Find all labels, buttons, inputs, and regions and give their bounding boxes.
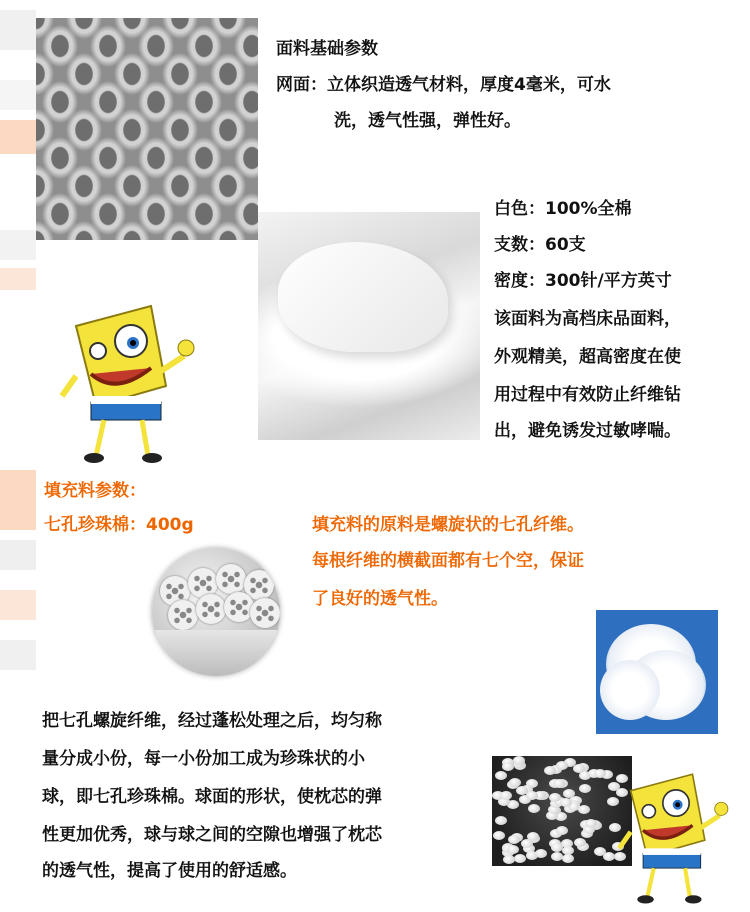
pearl-ball xyxy=(553,779,565,788)
pearl-ball xyxy=(503,855,515,864)
pearl-cotton-balls-photo xyxy=(492,756,632,866)
pearl-ball xyxy=(573,764,585,773)
filling-material: 七孔珍珠棉：400g xyxy=(44,515,194,535)
pearl-ball xyxy=(507,845,519,854)
pearl-ball xyxy=(585,819,597,828)
pearl-ball xyxy=(508,835,520,844)
decor-block xyxy=(0,120,36,154)
sponge-mascot-icon xyxy=(56,296,206,466)
decor-block xyxy=(0,470,36,530)
filling-heading: 填充料参数： xyxy=(44,481,146,501)
decor-block xyxy=(0,540,36,570)
decor-block xyxy=(0,268,36,290)
sponge-mascot-icon xyxy=(612,766,740,906)
filling-orange-line: 了良好的透气性。 xyxy=(312,589,448,609)
filling-orange-line: 每根纤维的横截面都有七个空，保证 xyxy=(312,551,584,571)
pearl-ball xyxy=(594,769,606,778)
pearl-ball xyxy=(556,761,568,770)
density-spec: 密度：300针/平方英寸 xyxy=(494,271,672,291)
fabric-desc-line: 用过程中有效防止纤维钻 xyxy=(494,385,681,405)
mesh-description-line1: 网面：立体织造透气材料，厚度4毫米，可水 xyxy=(276,75,611,95)
pearl-ball xyxy=(574,838,586,847)
pearl-ball xyxy=(516,786,528,795)
pearl-ball xyxy=(560,798,572,807)
filling-desc-line: 性更加优秀，球与球之间的空隙也增强了枕芯 xyxy=(42,825,382,845)
pearl-ball xyxy=(493,831,505,840)
pearl-ball xyxy=(594,847,606,856)
filling-desc-line: 的透气性，提高了使用的舒适感。 xyxy=(42,861,297,881)
decor-block xyxy=(0,590,36,620)
decor-block xyxy=(0,640,36,670)
fabric-heading: 面料基础参数 xyxy=(276,39,378,59)
yarn-count-spec: 支数：60支 xyxy=(494,235,586,255)
pearl-ball xyxy=(578,805,590,814)
fabric-desc-line: 该面料为高档床品面料， xyxy=(494,309,681,329)
seven-hole-fiber-photo xyxy=(152,548,280,676)
mesh-description-line2: 洗，透气性强，弹性好。 xyxy=(334,111,521,131)
decor-block xyxy=(0,10,36,50)
raw-fiber-photo xyxy=(596,610,718,734)
pearl-ball xyxy=(535,849,547,858)
pearl-ball xyxy=(521,839,533,848)
white-pillow-photo xyxy=(258,212,480,440)
white-cotton-spec: 白色：100%全棉 xyxy=(494,199,632,219)
mesh-fabric-photo xyxy=(36,18,258,240)
pearl-ball xyxy=(544,766,556,775)
pearl-ball xyxy=(502,762,514,771)
filling-desc-line: 球，即七孔珍珠棉。球面的形状，使枕芯的弹 xyxy=(42,787,382,807)
pearl-ball xyxy=(528,804,540,813)
fabric-desc-line: 出，避免诱发过敏哮喘。 xyxy=(494,421,681,441)
pearl-ball xyxy=(495,816,507,825)
decor-block xyxy=(0,80,36,110)
pearl-ball xyxy=(513,756,525,765)
fabric-desc-line: 外观精美，超高密度在使 xyxy=(494,347,681,367)
pearl-ball xyxy=(579,784,591,793)
filling-orange-line: 填充料的原料是螺旋状的七孔纤维。 xyxy=(312,515,584,535)
pearl-ball xyxy=(526,791,538,800)
pearl-ball xyxy=(556,826,568,835)
pearl-ball xyxy=(500,791,512,800)
pearl-ball xyxy=(562,854,574,863)
decor-block xyxy=(0,230,36,260)
pearl-ball xyxy=(495,771,507,780)
filling-desc-line: 把七孔螺旋纤维，经过蓬松处理之后，均匀称 xyxy=(42,711,382,731)
pearl-ball xyxy=(514,854,526,863)
filling-desc-line: 量分成小份，每一小份加工成为珍珠状的小 xyxy=(42,749,365,769)
